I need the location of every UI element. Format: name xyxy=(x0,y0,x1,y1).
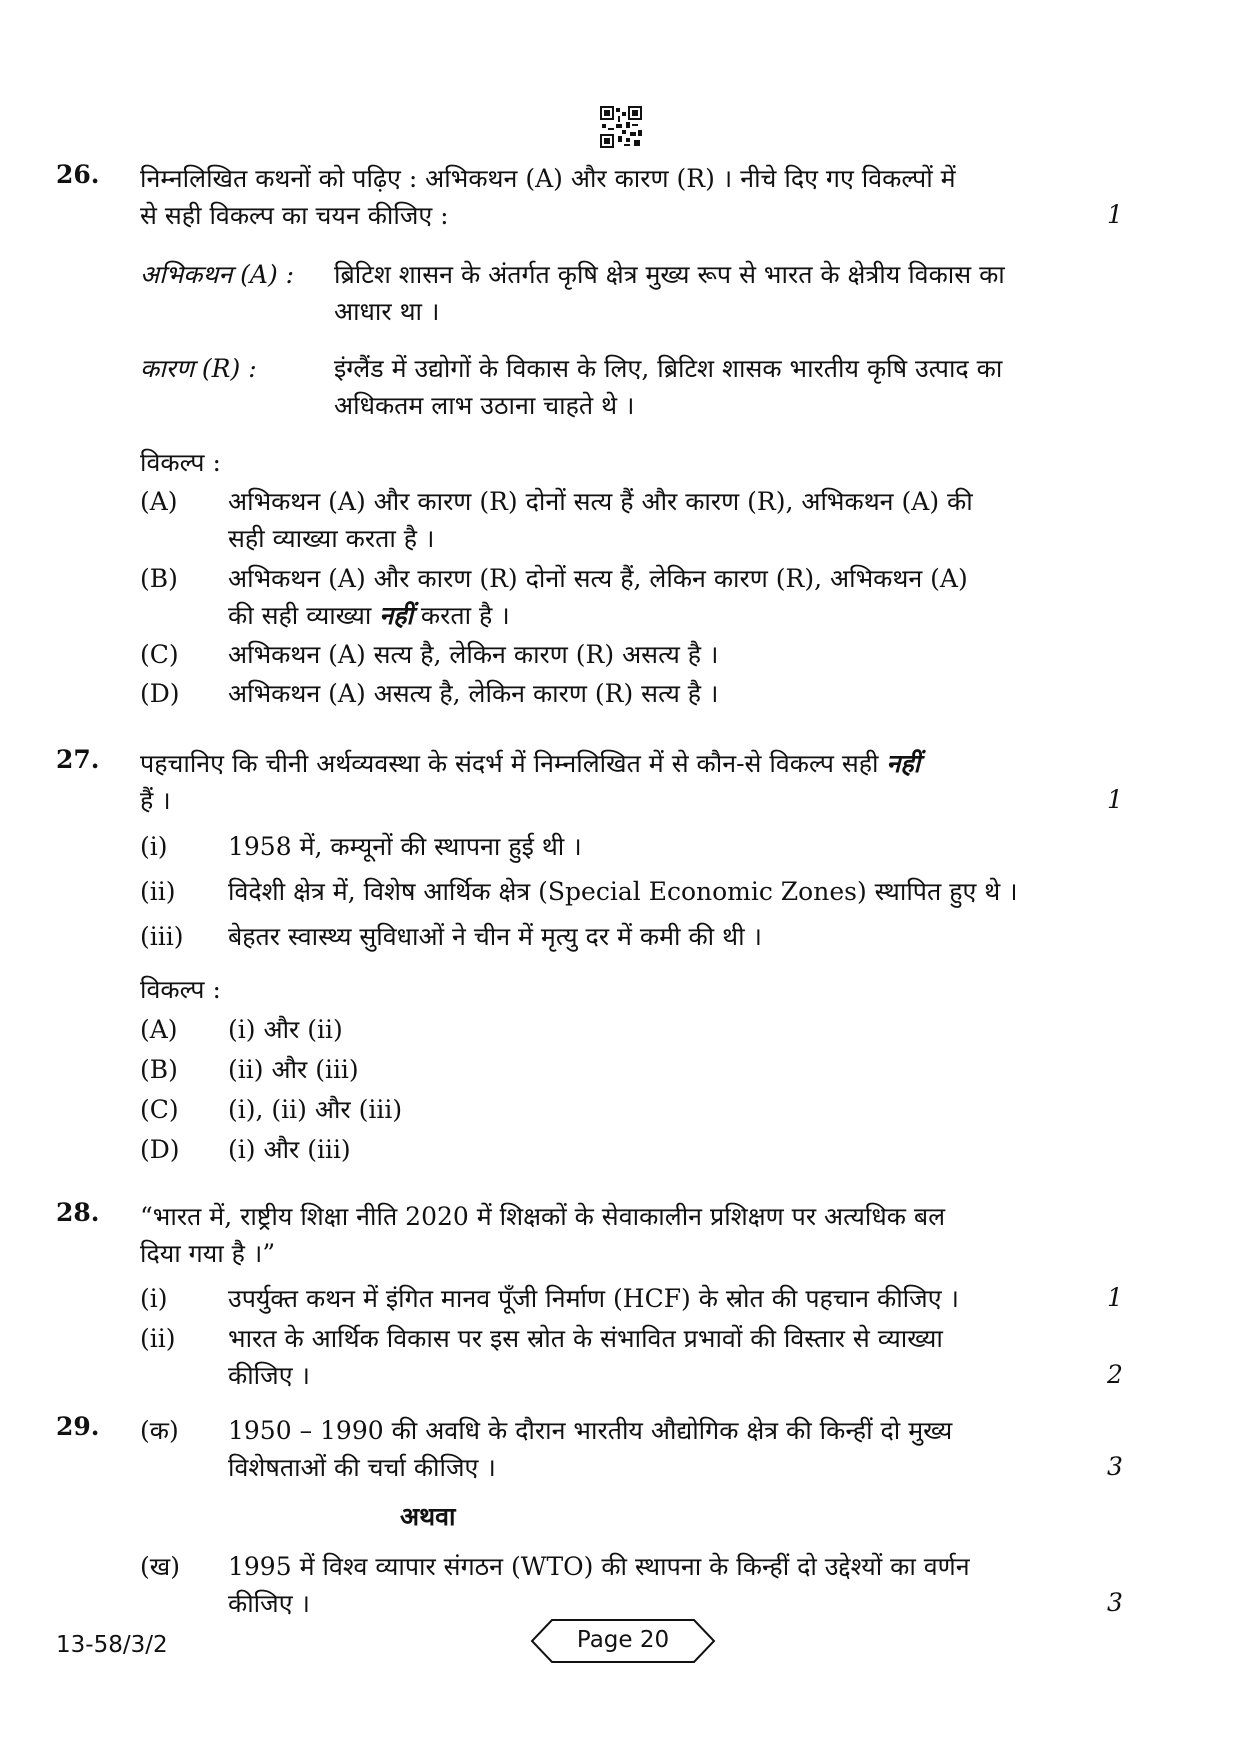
page-number: Page 20 xyxy=(576,1627,670,1653)
question-number: 29. xyxy=(56,1412,100,1441)
q27-statement-2-label: (ii) xyxy=(140,877,176,906)
q27-option-c-label: (C) xyxy=(140,1095,179,1124)
q28-part-2-line1: भारत के आर्थिक विकास पर इस स्रोत के संभावित प्रभावों की विस्तार से व्याख्या xyxy=(228,1324,943,1353)
q27-statement-3-text: बेहतर स्वास्थ्य सुविधाओं ने चीन में मृत्यु दर में कमी की थी । xyxy=(228,922,762,951)
q27-marks: 1 xyxy=(1107,785,1123,814)
q27-option-c-text: (i), (ii) और (iii) xyxy=(228,1095,403,1124)
question-number: 27. xyxy=(56,745,100,774)
q29-or-separator: अथवा xyxy=(400,1502,456,1531)
q27-statement-1-text: 1958 में, कम्यूनों की स्थापना हुई थी । xyxy=(228,832,582,861)
q27-stem-line2: हैं । xyxy=(140,786,171,815)
q26-option-c-label: (C) xyxy=(140,640,179,669)
q29-part-a-marks: 3 xyxy=(1107,1452,1123,1481)
paper-code: 13-58/3/2 xyxy=(56,1632,168,1658)
q27-option-b-label: (B) xyxy=(140,1055,178,1084)
q28-part-1-text: उपर्युक्त कथन में इंगित मानव पूँजी निर्माण (HCF) के स्रोत की पहचान कीजिए । xyxy=(228,1284,959,1313)
q26-option-c-text: अभिकथन (A) सत्य है, लेकिन कारण (R) असत्य है । xyxy=(228,640,719,669)
q26-option-d-label: (D) xyxy=(140,679,180,708)
q26-reason-line2: अधिकतम लाभ उठाना चाहते थे । xyxy=(334,391,635,420)
q26-option-b-label: (B) xyxy=(140,564,178,593)
q27-option-a-label: (A) xyxy=(140,1015,178,1044)
q27-options-heading: विकल्प : xyxy=(140,975,221,1004)
q27-statement-2-text: विदेशी क्षेत्र में, विशेष आर्थिक क्षेत्र (Special Economic Zones) स्थापित हुए थे । xyxy=(228,877,1018,906)
q26-reason-label: कारण (R) : xyxy=(140,354,257,383)
q27-option-a-text: (i) और (ii) xyxy=(228,1015,343,1044)
q27-statement-3-label: (iii) xyxy=(140,922,184,951)
q26-option-b-emphasis: नहीं xyxy=(379,601,413,630)
q27-option-d-label: (D) xyxy=(140,1135,180,1164)
q26-option-d-text: अभिकथन (A) असत्य है, लेकिन कारण (R) सत्य है । xyxy=(228,679,719,708)
q26-stem-line2: से सही विकल्प का चयन कीजिए : xyxy=(140,201,449,230)
q28-part-2-label: (ii) xyxy=(140,1324,176,1353)
q29-part-a-line2: विशेषताओं की चर्चा कीजिए । xyxy=(228,1453,496,1482)
q27-option-d-text: (i) और (iii) xyxy=(228,1135,351,1164)
qr-code-icon xyxy=(600,106,642,148)
q26-assertion-line2: आधार था । xyxy=(334,297,440,326)
q29-part-b-line2: कीजिए । xyxy=(228,1589,310,1618)
q26-option-a-label: (A) xyxy=(140,487,178,516)
q26-options-heading: विकल्प : xyxy=(140,448,221,477)
q26-option-b-line1: अभिकथन (A) और कारण (R) दोनों सत्य हैं, लेकिन कारण (R), अभिकथन (A) xyxy=(228,564,968,593)
q26-option-b-line2-pre: की सही व्याख्या xyxy=(228,601,372,630)
question-number: 28. xyxy=(56,1198,100,1227)
q26-option-a-line2: सही व्याख्या करता है । xyxy=(228,524,435,553)
q26-stem-line1: निम्नलिखित कथनों को पढ़िए : अभिकथन (A) और कारण (R) । नीचे दिए गए विकल्पों में xyxy=(140,164,956,193)
q27-stem-line1-pre: पहचानिए कि चीनी अर्थव्यवस्था के संदर्भ में निम्नलिखित में से कौन-से विकल्प सही xyxy=(140,749,879,778)
q26-option-b-line2 xyxy=(228,597,510,634)
q26-option-b-line2-post: करता है । xyxy=(420,601,510,630)
q27-stem-line1 xyxy=(140,745,920,782)
q26-assertion-label: अभिकथन (A) : xyxy=(140,260,295,289)
q29-part-b-marks: 3 xyxy=(1107,1588,1123,1617)
q29-part-a-label: (क) xyxy=(140,1416,179,1445)
q28-quote-line2: दिया गया है ।” xyxy=(140,1239,276,1268)
q26-marks: 1 xyxy=(1107,200,1123,229)
q26-assertion-line1: ब्रिटिश शासन के अंतर्गत कृषि क्षेत्र मुख्य रूप से भारत के क्षेत्रीय विकास का xyxy=(334,260,1005,289)
q27-option-b-text: (ii) और (iii) xyxy=(228,1055,359,1084)
page-number-badge xyxy=(530,1618,716,1664)
q29-part-b-label: (ख) xyxy=(140,1552,180,1581)
q27-statement-1-label: (i) xyxy=(140,832,168,861)
q28-quote-line1: “भारत में, राष्ट्रीय शिक्षा नीति 2020 में शिक्षकों के सेवाकालीन प्रशिक्षण पर अत्यधिक बल xyxy=(140,1202,946,1231)
q27-stem-emphasis: नहीं xyxy=(886,749,921,778)
q28-part-1-label: (i) xyxy=(140,1284,168,1313)
q28-part-2-marks: 2 xyxy=(1107,1360,1123,1389)
q28-part-2-line2: कीजिए । xyxy=(228,1361,310,1390)
q26-option-a-line1: अभिकथन (A) और कारण (R) दोनों सत्य हैं और कारण (R), अभिकथन (A) की xyxy=(228,487,973,516)
q26-reason-line1: इंग्लैंड में उद्योगों के विकास के लिए, ब्रिटिश शासक भारतीय कृषि उत्पाद का xyxy=(334,354,1003,383)
q28-part-1-marks: 1 xyxy=(1107,1283,1123,1312)
question-number: 26. xyxy=(56,160,100,189)
q29-part-a-line1: 1950 – 1990 की अवधि के दौरान भारतीय औद्योगिक क्षेत्र की किन्हीं दो मुख्य xyxy=(228,1416,953,1445)
q29-part-b-line1: 1995 में विश्व व्यापार संगठन (WTO) की स्थापना के किन्हीं दो उद्देश्यों का वर्णन xyxy=(228,1552,970,1581)
